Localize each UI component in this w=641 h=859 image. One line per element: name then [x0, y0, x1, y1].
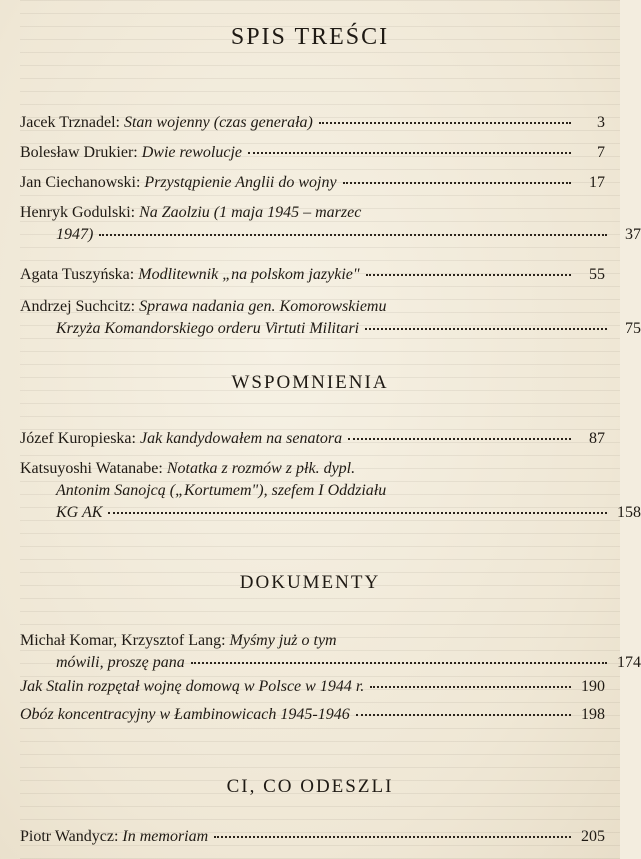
entry-title-line2: mówili, proszę pana — [56, 654, 185, 671]
leader-dots — [343, 182, 571, 184]
toc-entry[interactable] — [20, 458, 641, 524]
entry-author: Bolesław Drukier: — [20, 144, 138, 161]
section-title-wspomnienia: WSPOMNIENIA — [231, 372, 389, 393]
entry-title-line2: Krzyża Komandorskiego orderu Virtuti Militari — [56, 320, 360, 337]
toc-entry[interactable] — [20, 296, 641, 340]
page-number: 198 — [581, 706, 605, 723]
entry-author: Andrzej Suchcitz: — [20, 298, 136, 315]
page-number: 3 — [597, 114, 605, 131]
toc-entry[interactable] — [20, 676, 605, 698]
leader-dots — [319, 122, 571, 124]
toc-entry[interactable] — [20, 826, 605, 848]
toc-entry[interactable] — [20, 428, 605, 450]
entry-author: Katsuyoshi Watanabe: — [20, 460, 163, 477]
entry-title: Stan wojenny (czas generała) — [123, 114, 313, 131]
entry-author: Henryk Godulski: — [20, 204, 136, 221]
entry-author: Agata Tuszyńska: — [20, 266, 135, 283]
leader-dots — [370, 686, 571, 688]
entry-title: Jak Stalin rozpętał wojnę domową w Polsce w 1944 r. — [20, 678, 365, 695]
section-title-spis-tresci: SPIS TREŚCI — [230, 24, 390, 50]
entry-title: In memoriam — [122, 828, 209, 845]
entry-author: Józef Kuropieska: — [20, 430, 136, 447]
leader-dots — [214, 836, 571, 838]
toc-entry[interactable] — [20, 112, 605, 134]
toc-entry[interactable] — [20, 202, 641, 246]
leader-dots — [365, 328, 607, 330]
leader-dots — [356, 714, 571, 716]
page-number: 158 — [617, 504, 641, 521]
section-title-dokumenty: DOKUMENTY — [239, 572, 381, 593]
leader-dots — [99, 234, 607, 236]
page-number: 7 — [597, 144, 605, 161]
entry-title-line1: Na Zaolziu (1 maja 1945 – marzec — [139, 204, 362, 221]
leader-dots — [248, 152, 571, 154]
page-number: 205 — [581, 828, 605, 845]
entry-title-line2: Antonim Sanojcą („Kortumem"), szefem I Oddziału — [56, 482, 387, 499]
toc-entry[interactable] — [20, 142, 605, 164]
entry-author: Jan Ciechanowski: — [20, 174, 141, 191]
entry-title: Dwie rewolucje — [141, 144, 243, 161]
page-number: 75 — [625, 320, 641, 337]
page-number: 87 — [589, 430, 605, 447]
toc-entry[interactable] — [20, 264, 605, 286]
leader-dots — [108, 512, 607, 514]
entry-author: Jacek Trznadel: — [20, 114, 120, 131]
leader-dots — [348, 438, 571, 440]
entry-title-line1: Myśmy już o tym — [229, 632, 337, 649]
entry-title: Jak kandydowałem na senatora — [139, 430, 343, 447]
leader-dots — [366, 274, 571, 276]
toc-entry[interactable] — [20, 704, 605, 726]
entry-title-line1: Notatka z rozmów z płk. dypl. — [166, 460, 356, 477]
entry-author: Piotr Wandycz: — [20, 828, 119, 845]
page-number: 174 — [617, 654, 641, 671]
entry-title-line3: KG AK — [56, 504, 103, 521]
entry-title: Modlitewnik „na polskom jazykie" — [138, 266, 360, 283]
entry-author: Michał Komar, Krzysztof Lang: — [20, 632, 226, 649]
entry-title-line2: 1947) — [56, 226, 94, 243]
entry-title-line1: Sprawa nadania gen. Komorowskiemu — [139, 298, 387, 315]
page-number: 190 — [581, 678, 605, 695]
leader-dots — [191, 662, 607, 664]
toc-entry[interactable] — [20, 630, 641, 674]
toc-entry[interactable] — [20, 172, 605, 194]
page-number: 37 — [625, 226, 641, 243]
page-number: 17 — [589, 174, 605, 191]
entry-title: Przystąpienie Anglii do wojny — [144, 174, 337, 191]
section-title-ci-co-odeszli: CI, CO ODESZLI — [226, 776, 394, 797]
page-number: 55 — [589, 266, 605, 283]
entry-title: Obóz koncentracyjny w Łambinowicach 1945-1946 — [20, 706, 350, 723]
